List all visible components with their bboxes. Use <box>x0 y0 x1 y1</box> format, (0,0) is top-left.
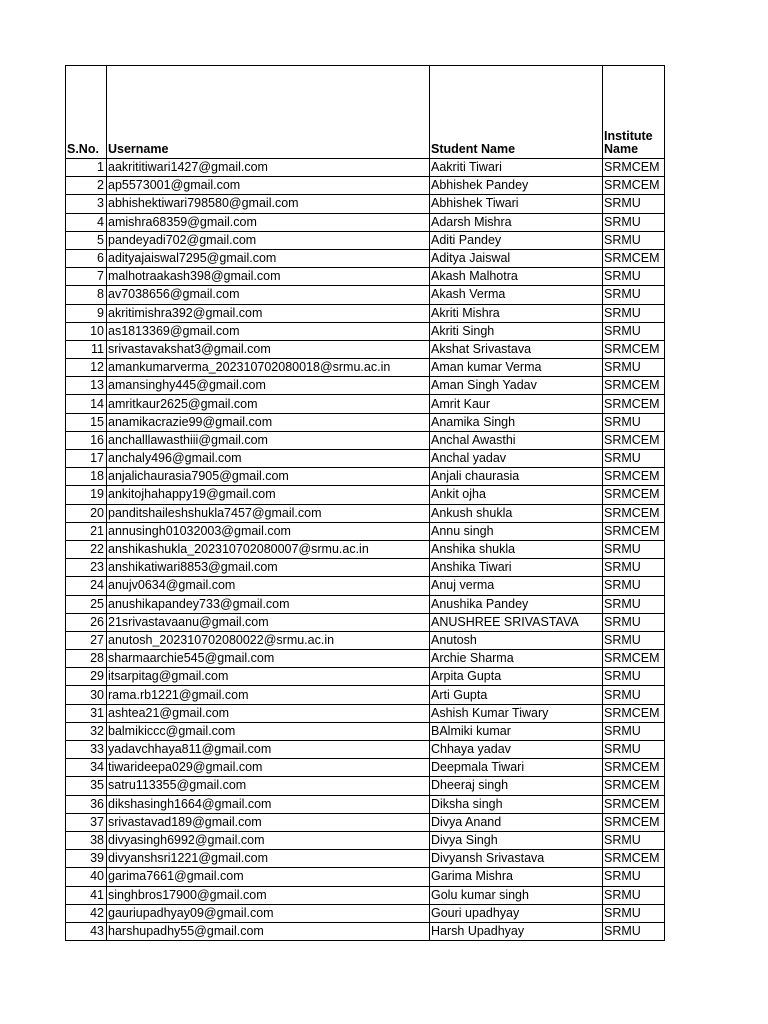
cell-institute: SRMCEM <box>603 522 665 540</box>
cell-institute: SRMCEM <box>603 813 665 831</box>
cell-institute: SRMCEM <box>603 777 665 795</box>
table-row <box>66 631 665 649</box>
cell-username: itsarpitag@gmail.com <box>107 668 430 686</box>
cell-username: ap5573001@gmail.com <box>107 177 430 195</box>
table-row <box>66 431 665 449</box>
cell-student-name: Ashish Kumar Tiwary <box>430 704 603 722</box>
table-row <box>66 813 665 831</box>
table-row <box>66 195 665 213</box>
cell-username: akritimishra392@gmail.com <box>107 304 430 322</box>
cell-institute: SRMCEM <box>603 249 665 267</box>
cell-institute: SRMCEM <box>603 795 665 813</box>
cell-institute: SRMU <box>603 559 665 577</box>
cell-sno: 29 <box>66 668 107 686</box>
cell-student-name: Diksha singh <box>430 795 603 813</box>
table-row <box>66 377 665 395</box>
table-row <box>66 286 665 304</box>
table-row <box>66 686 665 704</box>
cell-student-name: Harsh Upadhyay <box>430 922 603 940</box>
table-row <box>66 413 665 431</box>
cell-username: garima7661@gmail.com <box>107 868 430 886</box>
cell-username: gauriupadhyay09@gmail.com <box>107 904 430 922</box>
cell-student-name: Divya Singh <box>430 831 603 849</box>
table-row <box>66 340 665 358</box>
cell-student-name: Dheeraj singh <box>430 777 603 795</box>
table-header <box>66 66 665 159</box>
cell-institute: SRMU <box>603 831 665 849</box>
cell-student-name: BAlmiki kumar <box>430 722 603 740</box>
cell-username: 21srivastavaanu@gmail.com <box>107 613 430 631</box>
table-row <box>66 213 665 231</box>
table-row <box>66 177 665 195</box>
table-row <box>66 922 665 940</box>
cell-student-name: Aditya Jaiswal <box>430 249 603 267</box>
cell-institute: SRMU <box>603 359 665 377</box>
cell-institute: SRMCEM <box>603 431 665 449</box>
cell-username: anutosh_202310702080022@srmu.ac.in <box>107 631 430 649</box>
cell-username: anchaly496@gmail.com <box>107 450 430 468</box>
cell-student-name: Annu singh <box>430 522 603 540</box>
cell-student-name: Ankit ojha <box>430 486 603 504</box>
cell-sno: 40 <box>66 868 107 886</box>
cell-username: amritkaur2625@gmail.com <box>107 395 430 413</box>
cell-username: dikshasingh1664@gmail.com <box>107 795 430 813</box>
cell-username: anshikashukla_202310702080007@srmu.ac.in <box>107 540 430 558</box>
header-sno: S.No. <box>66 66 107 159</box>
cell-sno: 21 <box>66 522 107 540</box>
cell-student-name: Adarsh Mishra <box>430 213 603 231</box>
student-table <box>65 65 665 941</box>
table-row <box>66 704 665 722</box>
cell-sno: 36 <box>66 795 107 813</box>
cell-institute: SRMCEM <box>603 468 665 486</box>
cell-institute: SRMCEM <box>603 395 665 413</box>
cell-sno: 8 <box>66 286 107 304</box>
cell-username: amankumarverma_202310702080018@srmu.ac.in <box>107 359 430 377</box>
cell-username: anjalichaurasia7905@gmail.com <box>107 468 430 486</box>
cell-student-name: Divyansh Srivastava <box>430 850 603 868</box>
cell-sno: 30 <box>66 686 107 704</box>
cell-student-name: Anshika Tiwari <box>430 559 603 577</box>
table-row <box>66 595 665 613</box>
cell-username: srivastavad189@gmail.com <box>107 813 430 831</box>
cell-student-name: Anjali chaurasia <box>430 468 603 486</box>
cell-institute: SRMCEM <box>603 377 665 395</box>
cell-institute: SRMU <box>603 450 665 468</box>
cell-student-name: Arpita Gupta <box>430 668 603 686</box>
cell-student-name: Aakriti Tiwari <box>430 159 603 177</box>
cell-institute: SRMU <box>603 631 665 649</box>
header-row <box>66 66 665 159</box>
table-row <box>66 486 665 504</box>
cell-student-name: Chhaya yadav <box>430 741 603 759</box>
cell-username: anujv0634@gmail.com <box>107 577 430 595</box>
cell-institute: SRMCEM <box>603 159 665 177</box>
cell-institute: SRMU <box>603 286 665 304</box>
cell-student-name: Aman Singh Yadav <box>430 377 603 395</box>
table-row <box>66 450 665 468</box>
cell-student-name: Anchal yadav <box>430 450 603 468</box>
cell-institute: SRMU <box>603 213 665 231</box>
cell-sno: 28 <box>66 650 107 668</box>
cell-username: adityajaiswal7295@gmail.com <box>107 249 430 267</box>
cell-institute: SRMCEM <box>603 504 665 522</box>
cell-sno: 12 <box>66 359 107 377</box>
cell-username: divyasingh6992@gmail.com <box>107 831 430 849</box>
cell-institute: SRMCEM <box>603 650 665 668</box>
cell-username: amishra68359@gmail.com <box>107 213 430 231</box>
table-row <box>66 741 665 759</box>
cell-institute: SRMU <box>603 922 665 940</box>
table-row <box>66 722 665 740</box>
cell-student-name: Abhishek Tiwari <box>430 195 603 213</box>
cell-student-name: Anuj verma <box>430 577 603 595</box>
cell-sno: 26 <box>66 613 107 631</box>
cell-institute: SRMU <box>603 886 665 904</box>
cell-username: yadavchhaya811@gmail.com <box>107 741 430 759</box>
cell-student-name: Abhishek Pandey <box>430 177 603 195</box>
cell-student-name: Garima Mishra <box>430 868 603 886</box>
cell-institute: SRMU <box>603 322 665 340</box>
table-row <box>66 613 665 631</box>
table-row <box>66 868 665 886</box>
table-row <box>66 249 665 267</box>
cell-institute: SRMU <box>603 577 665 595</box>
cell-username: divyanshsri1221@gmail.com <box>107 850 430 868</box>
cell-sno: 41 <box>66 886 107 904</box>
cell-sno: 42 <box>66 904 107 922</box>
cell-username: anushikapandey733@gmail.com <box>107 595 430 613</box>
cell-sno: 20 <box>66 504 107 522</box>
cell-institute: SRMU <box>603 268 665 286</box>
cell-institute: SRMCEM <box>603 340 665 358</box>
table-row <box>66 831 665 849</box>
cell-username: abhishektiwari798580@gmail.com <box>107 195 430 213</box>
cell-institute: SRMU <box>603 413 665 431</box>
cell-student-name: Akriti Singh <box>430 322 603 340</box>
table-row <box>66 522 665 540</box>
cell-username: srivastavakshat3@gmail.com <box>107 340 430 358</box>
cell-student-name: Ankush shukla <box>430 504 603 522</box>
cell-sno: 38 <box>66 831 107 849</box>
cell-sno: 10 <box>66 322 107 340</box>
cell-sno: 27 <box>66 631 107 649</box>
cell-institute: SRMU <box>603 904 665 922</box>
cell-institute: SRMCEM <box>603 704 665 722</box>
cell-username: annusingh01032003@gmail.com <box>107 522 430 540</box>
table-row <box>66 577 665 595</box>
cell-student-name: Golu kumar singh <box>430 886 603 904</box>
cell-username: malhotraakash398@gmail.com <box>107 268 430 286</box>
table-row <box>66 304 665 322</box>
cell-username: tiwarideepa029@gmail.com <box>107 759 430 777</box>
cell-sno: 43 <box>66 922 107 940</box>
cell-sno: 17 <box>66 450 107 468</box>
cell-student-name: Anamika Singh <box>430 413 603 431</box>
cell-institute: SRMCEM <box>603 759 665 777</box>
cell-student-name: Archie Sharma <box>430 650 603 668</box>
table-row <box>66 668 665 686</box>
cell-student-name: Anutosh <box>430 631 603 649</box>
cell-sno: 1 <box>66 159 107 177</box>
cell-sno: 2 <box>66 177 107 195</box>
table-row <box>66 850 665 868</box>
cell-student-name: Divya Anand <box>430 813 603 831</box>
cell-username: sharmaarchie545@gmail.com <box>107 650 430 668</box>
table-row <box>66 268 665 286</box>
table-row <box>66 795 665 813</box>
cell-institute: SRMU <box>603 195 665 213</box>
cell-institute: SRMU <box>603 722 665 740</box>
cell-student-name: Akash Verma <box>430 286 603 304</box>
cell-institute: SRMU <box>603 595 665 613</box>
cell-student-name: Deepmala Tiwari <box>430 759 603 777</box>
cell-institute: SRMU <box>603 613 665 631</box>
table-row <box>66 322 665 340</box>
cell-sno: 22 <box>66 540 107 558</box>
cell-username: aakrititiwari1427@gmail.com <box>107 159 430 177</box>
cell-username: as1813369@gmail.com <box>107 322 430 340</box>
cell-institute: SRMU <box>603 741 665 759</box>
cell-sno: 24 <box>66 577 107 595</box>
cell-institute: SRMU <box>603 686 665 704</box>
cell-sno: 9 <box>66 304 107 322</box>
student-sheet <box>65 65 664 941</box>
cell-sno: 15 <box>66 413 107 431</box>
cell-institute: SRMU <box>603 304 665 322</box>
table-row <box>66 759 665 777</box>
header-institute-name: Institute Name <box>603 66 665 159</box>
cell-student-name: Amrit Kaur <box>430 395 603 413</box>
cell-username: anchalllawasthiii@gmail.com <box>107 431 430 449</box>
cell-sno: 23 <box>66 559 107 577</box>
cell-sno: 25 <box>66 595 107 613</box>
cell-username: pandeyadi702@gmail.com <box>107 231 430 249</box>
cell-student-name: ANUSHREE SRIVASTAVA <box>430 613 603 631</box>
cell-sno: 3 <box>66 195 107 213</box>
cell-sno: 16 <box>66 431 107 449</box>
cell-sno: 11 <box>66 340 107 358</box>
cell-username: av7038656@gmail.com <box>107 286 430 304</box>
cell-sno: 31 <box>66 704 107 722</box>
table-row <box>66 540 665 558</box>
cell-sno: 19 <box>66 486 107 504</box>
cell-username: ashtea21@gmail.com <box>107 704 430 722</box>
table-row <box>66 559 665 577</box>
cell-student-name: Anchal Awasthi <box>430 431 603 449</box>
cell-institute: SRMU <box>603 868 665 886</box>
cell-sno: 32 <box>66 722 107 740</box>
table-body <box>66 159 665 941</box>
cell-institute: SRMCEM <box>603 486 665 504</box>
cell-sno: 18 <box>66 468 107 486</box>
cell-username: panditshaileshshukla7457@gmail.com <box>107 504 430 522</box>
cell-username: harshupadhy55@gmail.com <box>107 922 430 940</box>
cell-username: satru113355@gmail.com <box>107 777 430 795</box>
cell-sno: 37 <box>66 813 107 831</box>
cell-institute: SRMCEM <box>603 850 665 868</box>
header-username: Username <box>107 66 430 159</box>
cell-institute: SRMCEM <box>603 177 665 195</box>
table-row <box>66 231 665 249</box>
table-row <box>66 504 665 522</box>
cell-sno: 6 <box>66 249 107 267</box>
cell-sno: 5 <box>66 231 107 249</box>
cell-student-name: Anshika shukla <box>430 540 603 558</box>
cell-sno: 13 <box>66 377 107 395</box>
cell-student-name: Aman kumar Verma <box>430 359 603 377</box>
cell-student-name: Akash Malhotra <box>430 268 603 286</box>
cell-sno: 4 <box>66 213 107 231</box>
cell-username: amansinghy445@gmail.com <box>107 377 430 395</box>
cell-username: ankitojhahappy19@gmail.com <box>107 486 430 504</box>
cell-sno: 7 <box>66 268 107 286</box>
cell-sno: 35 <box>66 777 107 795</box>
cell-student-name: Arti Gupta <box>430 686 603 704</box>
cell-institute: SRMU <box>603 540 665 558</box>
table-row <box>66 777 665 795</box>
cell-username: singhbros17900@gmail.com <box>107 886 430 904</box>
cell-student-name: Gouri upadhyay <box>430 904 603 922</box>
cell-username: rama.rb1221@gmail.com <box>107 686 430 704</box>
cell-sno: 14 <box>66 395 107 413</box>
table-row <box>66 159 665 177</box>
cell-username: balmikiccc@gmail.com <box>107 722 430 740</box>
table-row <box>66 650 665 668</box>
cell-sno: 39 <box>66 850 107 868</box>
cell-institute: SRMU <box>603 231 665 249</box>
cell-username: anamikacrazie99@gmail.com <box>107 413 430 431</box>
header-student-name: Student Name <box>430 66 603 159</box>
table-row <box>66 395 665 413</box>
cell-username: anshikatiwari8853@gmail.com <box>107 559 430 577</box>
table-row <box>66 468 665 486</box>
cell-student-name: Akriti Mishra <box>430 304 603 322</box>
cell-student-name: Anushika Pandey <box>430 595 603 613</box>
cell-student-name: Akshat Srivastava <box>430 340 603 358</box>
table-row <box>66 359 665 377</box>
cell-student-name: Aditi Pandey <box>430 231 603 249</box>
cell-institute: SRMU <box>603 668 665 686</box>
cell-sno: 33 <box>66 741 107 759</box>
table-row <box>66 904 665 922</box>
cell-sno: 34 <box>66 759 107 777</box>
table-row <box>66 886 665 904</box>
